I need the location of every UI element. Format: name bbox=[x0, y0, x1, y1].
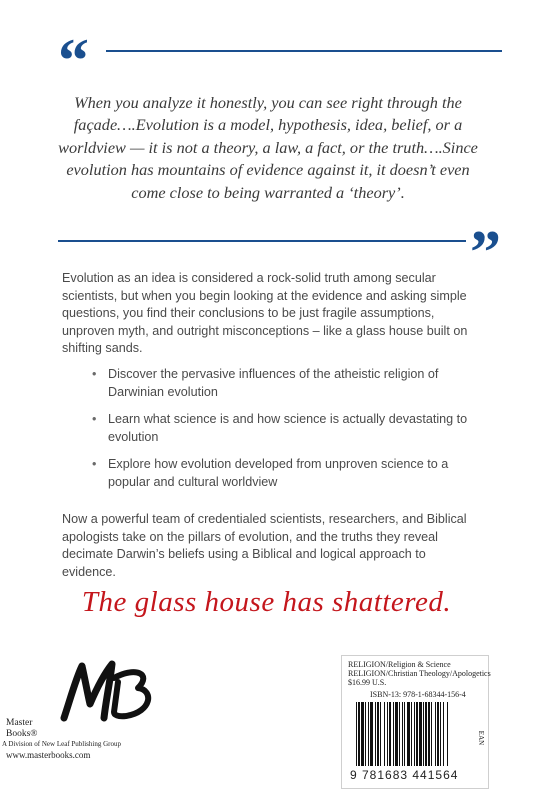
tagline: The glass house has shattered. bbox=[81, 586, 452, 618]
publisher-logo bbox=[56, 660, 156, 727]
open-quote-mark: “ bbox=[58, 27, 89, 95]
mb-logo-icon bbox=[56, 660, 156, 722]
ean-label: EAN bbox=[477, 730, 486, 746]
barcode-icon bbox=[356, 702, 474, 766]
isbn: ISBN-13: 978-1-68344-156-4 bbox=[370, 690, 466, 699]
feature-item: • Explore how evolution developed from unproven science to a popular and cultural worldview bbox=[92, 456, 472, 491]
publisher-url: www.masterbooks.com bbox=[6, 750, 91, 760]
barcode-number: 9 781683 441564 bbox=[350, 768, 459, 782]
category-secondary: RELIGION/Christian Theology/Apologetics bbox=[348, 669, 491, 678]
feature-item: • Discover the pervasive influences of the atheistic religion of Darwinian evolution bbox=[92, 366, 472, 401]
bottom-rule bbox=[58, 240, 466, 242]
close-quote-mark: ” bbox=[470, 219, 501, 287]
intro-paragraph: Evolution as an idea is considered a rock-solid truth among secular scientists, but when you begin looking at the evidence and asking simple questions, you find their conclusions to be just fragile assumptions, unproven myth, and outright misconceptions – like a glass house built on shifting sands. bbox=[62, 271, 468, 356]
category-primary: RELIGION/Religion & Science bbox=[348, 660, 451, 669]
feature-item: • Learn what science is and how science is actually devastating to evolution bbox=[92, 411, 472, 446]
price: $16.99 U.S. bbox=[348, 678, 387, 687]
barcode-panel bbox=[341, 655, 489, 789]
closing-paragraph: Now a powerful team of credentialed scientists, researchers, and Biblical apologists take on the pillars of evolution, and the truths they reveal decimate Darwin’s beliefs using a Biblical and logical approach to evidence. bbox=[62, 512, 467, 579]
publisher-name: Master Books® bbox=[6, 718, 38, 739]
top-rule bbox=[106, 50, 502, 52]
pull-quote: When you analyze it honestly, you can see right through the façade….Evolution is a model, hypothesis, idea, belief, or a worldview — it is not a theory, a law, a fact, or the truth….Since evolution has mountains of evidence against it, it doesn’t even come close to being warranted a ‘theory’. bbox=[58, 93, 478, 202]
feature-list bbox=[92, 366, 472, 502]
publisher-division: A Division of New Leaf Publishing Group bbox=[2, 740, 121, 748]
